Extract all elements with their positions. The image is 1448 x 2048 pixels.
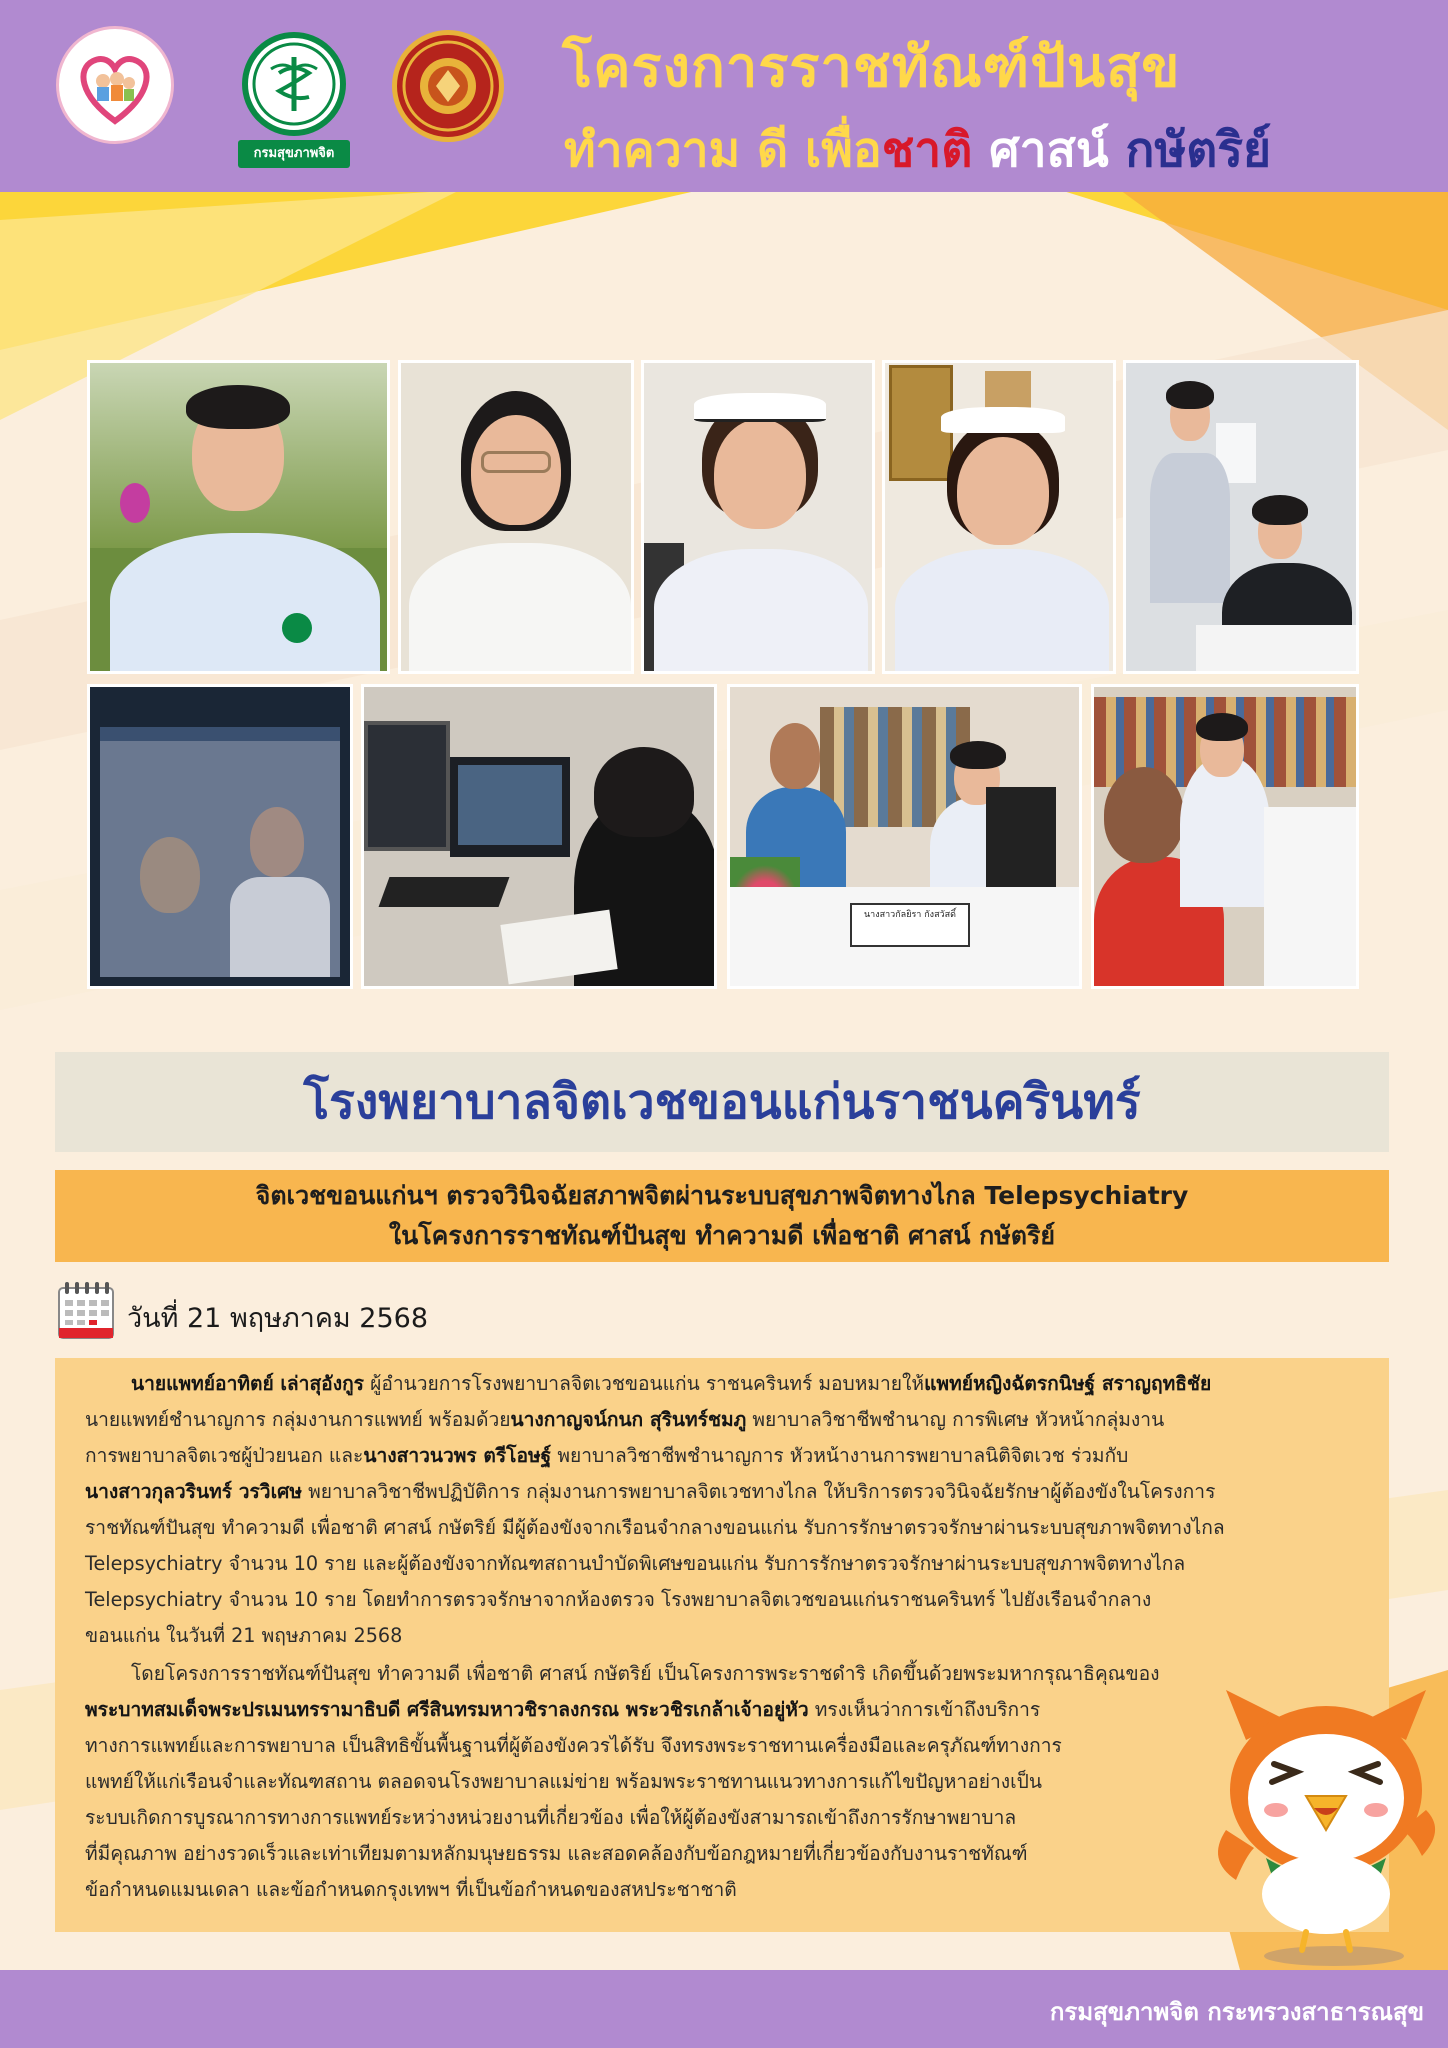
- slogan-part-2: ชาติ: [881, 122, 973, 178]
- corrections-logo-icon: [392, 30, 504, 142]
- photo-doctor: [398, 360, 634, 674]
- slogan-part-1: ทำความ ดี เพื่อ: [564, 122, 882, 178]
- body-line: ที่มีคุณภาพ อย่างรวดเร็วและเท่าเทียมตามหลักมนุษยธรรม และสอดคล้องกับข้อกฎหมายที่เกี่ยวข้องกับงานราชทัณฑ์: [85, 1842, 1028, 1865]
- photo-nurses-desk: [1123, 360, 1359, 674]
- name-plate: นางสาวกัลยิรา กังสวัสดิ์: [850, 903, 970, 947]
- slogan-part-4: กษัตริย์: [1125, 122, 1272, 178]
- photo-telepsychiatry-screen: [87, 684, 353, 989]
- body-line: นายแพทย์อาทิตย์ เล่าสุอังกูร ผู้อำนวยการโรงพยาบาลจิตเวชขอนแก่น ราชนครินทร์ มอบหมายให้แพทย์หญิงฉัตรกนิษฐ์ สราญฤทธิชัย: [131, 1372, 1212, 1395]
- body-line: พระบาทสมเด็จพระปรเมนทรรามาธิบดี ศรีสินทรมหาวชิราลงกรณ พระวชิรเกล้าเจ้าอยู่หัว ทรงเห็นว่าการเข้าถึงบริการ: [85, 1698, 1041, 1721]
- body-line: Telepsychiatry จำนวน 10 ราย และผู้ต้องขังจากทัณฑสถานบำบัดพิเศษขอนแก่น รับการรักษาตรวจรักษาผ่านระบบสุขภาพจิตทางไกล: [85, 1552, 1186, 1575]
- footer-bar: [0, 1970, 1448, 2048]
- body-line: ขอนแก่น ในวันที่ 21 พฤษภาคม 2568: [85, 1624, 403, 1647]
- event-date: วันที่ 21 พฤษภาคม 2568: [127, 1303, 428, 1334]
- heart-logo-icon: [56, 26, 174, 144]
- subtitle-line-1: จิตเวชขอนแก่นฯ ตรวจวินิจฉัยสภาพจิตผ่านระบบสุขภาพจิตทางไกล Telepsychiatry: [255, 1181, 1189, 1210]
- article-body: [55, 1358, 1389, 1932]
- photo-director: [87, 360, 390, 674]
- owl-mascot-icon: [1206, 1680, 1438, 1970]
- body-line: ระบบเกิดการบูรณาการทางการแพทย์ระหว่างหน่วยงานที่เกี่ยวข้อง เพื่อให้ผู้ต้องขังสามารถเข้าถึงการรักษาพยาบาล: [85, 1806, 1017, 1829]
- ministry-logo-caption: กรมสุขภาพจิต: [238, 140, 350, 168]
- calendar-icon: [57, 1280, 115, 1340]
- project-title: โครงการราชทัณฑ์ปันสุข: [562, 35, 1181, 100]
- footer-organization: กรมสุขภาพจิต กระทรวงสาธารณสุข: [1049, 1998, 1424, 2026]
- body-line: ข้อกำหนดแมนเดลา และข้อกำหนดกรุงเทพฯ ที่เป็นข้อกำหนดของสหประชาชาติ: [85, 1878, 737, 1901]
- project-slogan: [564, 112, 1271, 188]
- body-line: นายแพทย์ชำนาญการ กลุ่มงานการแพทย์ พร้อมด้วยนางกาญจน์กนก สุรินทร์ชมภู พยาบาลวิชาชีพชำนาญ การพิเศษ หัวหน้ากลุ่มงาน: [85, 1408, 1165, 1431]
- photo-nurse-1: [641, 360, 875, 674]
- ministry-logo-icon: [242, 32, 346, 136]
- body-line: แพทย์ให้แก่เรือนจำและทัณฑสถาน ตลอดจนโรงพยาบาลแม่ข่าย พร้อมพระราชทานแนวทางการแก้ไขปัญหาอย่างเป็น: [85, 1770, 1042, 1793]
- photo-nurse-2: [882, 360, 1116, 674]
- photo-nurse-inmate: [1091, 684, 1359, 989]
- body-line: ราชทัณฑ์ปันสุข ทำความดี เพื่อชาติ ศาสน์ กษัตริย์ มีผู้ต้องขังจากเรือนจำกลางขอนแก่น รับการรักษาตรวจรักษาผ่านระบบสุขภาพจิตทางไกล: [85, 1516, 1225, 1539]
- photo-inmate-consult: [727, 684, 1082, 989]
- subtitle-line-2: ในโครงการราชทัณฑ์ปันสุข ทำความดี เพื่อชาติ ศาสน์ กษัตริย์: [388, 1221, 1056, 1250]
- header-banner: [0, 0, 1448, 192]
- hospital-name: โรงพยาบาลจิตเวชขอนแก่นราชนครินทร์: [303, 1074, 1141, 1130]
- body-line: ทางการแพทย์และการพยาบาล เป็นสิทธิขั้นพื้นฐานที่ผู้ต้องขังควรได้รับ จึงทรงพระราชทานเครื่องมือและครุภัณฑ์ทางการ: [85, 1734, 1062, 1757]
- body-line: การพยาบาลจิตเวชผู้ป่วยนอก และนางสาวนวพร ตรีโอษฐ์ พยาบาลวิชาชีพชำนาญการ หัวหน้างานการพยาบาลนิติจิตเวช ร่วมกับ: [85, 1444, 1129, 1467]
- hospital-name-bar: [55, 1052, 1389, 1152]
- subtitle-bar: [55, 1170, 1389, 1262]
- photo-video-consult: [361, 684, 717, 989]
- body-line: นางสาวกุลวรินทร์ วรวิเศษ พยาบาลวิชาชีพปฏิบัติการ กลุ่มงานการพยาบาลจิตเวชทางไกล ให้บริการตรวจวินิจฉัยรักษาผู้ต้องขังในโครงการ: [85, 1480, 1216, 1503]
- body-line: Telepsychiatry จำนวน 10 ราย โดยทำการตรวจรักษาจากห้องตรวจ โรงพยาบาลจิตเวชขอนแก่นราชนครินทร์ ไปยังเรือนจำกลาง: [85, 1588, 1152, 1611]
- body-line: โดยโครงการราชทัณฑ์ปันสุข ทำความดี เพื่อชาติ ศาสน์ กษัตริย์ เป็นโครงการพระราชดำริ เกิดขึ้นด้วยพระมหากรุณาธิคุณของ: [131, 1662, 1160, 1685]
- slogan-part-3: ศาสน์: [989, 122, 1109, 178]
